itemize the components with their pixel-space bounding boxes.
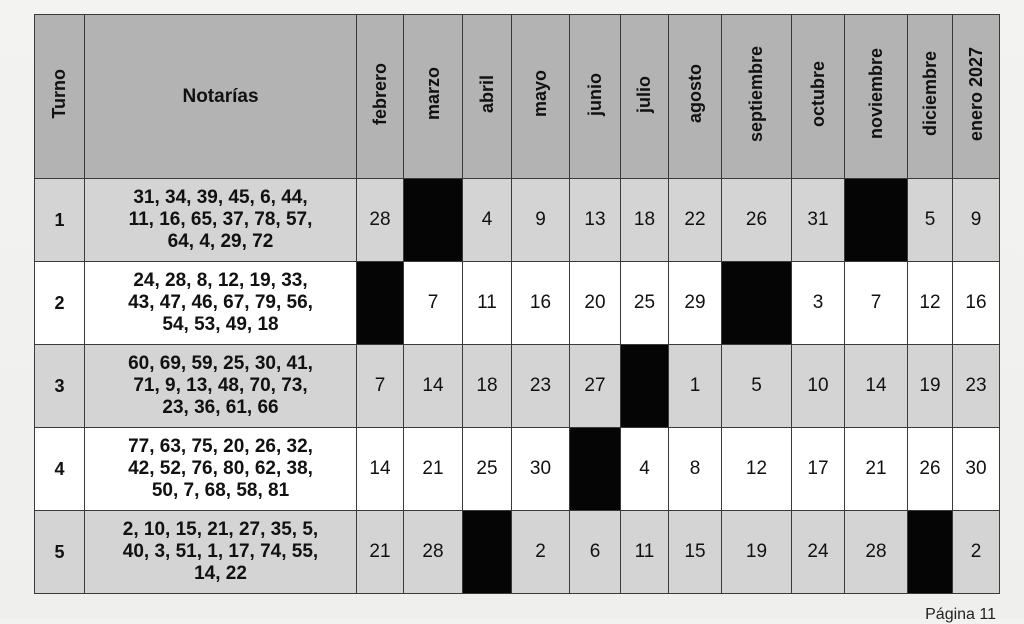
day-cell: 15: [669, 511, 722, 594]
notarias-line: 43, 47, 46, 67, 79, 56,: [128, 292, 313, 313]
day-cell: 23: [953, 345, 1000, 428]
day-cell: 28: [404, 511, 463, 594]
notarias-line: 54, 53, 49, 18: [162, 314, 279, 335]
turno-cell: 2: [35, 262, 85, 345]
blocked-cell: [722, 262, 792, 345]
blocked-cell: [357, 262, 404, 345]
day-cell: 28: [845, 511, 908, 594]
header-month: marzo: [404, 15, 463, 179]
day-cell: 26: [908, 428, 953, 511]
header-month: noviembre: [845, 15, 908, 179]
blocked-cell: [404, 179, 463, 262]
day-cell: 30: [512, 428, 570, 511]
day-cell: 4: [463, 179, 512, 262]
notarias-cell: [85, 428, 357, 511]
turno-cell: 1: [35, 179, 85, 262]
notarias-cell: [85, 179, 357, 262]
header-month: julio: [621, 15, 669, 179]
notarias-line: 60, 69, 59, 25, 30, 41,: [128, 353, 313, 374]
day-cell: 14: [357, 428, 404, 511]
day-cell: 21: [357, 511, 404, 594]
day-cell: 18: [621, 179, 669, 262]
notarias-line: 23, 36, 61, 66: [162, 397, 279, 418]
header-month: junio: [570, 15, 621, 179]
table-row: [35, 262, 1000, 345]
day-cell: 7: [404, 262, 463, 345]
notarias-line: 50, 7, 68, 58, 81: [151, 480, 290, 501]
day-cell: 13: [570, 179, 621, 262]
day-cell: 29: [669, 262, 722, 345]
header-month: mayo: [512, 15, 570, 179]
day-cell: 17: [792, 428, 845, 511]
table-row: [35, 179, 1000, 262]
day-cell: 16: [953, 262, 1000, 345]
day-cell: 30: [953, 428, 1000, 511]
day-cell: 7: [845, 262, 908, 345]
day-cell: 5: [908, 179, 953, 262]
day-cell: 1: [669, 345, 722, 428]
table-row: [35, 428, 1000, 511]
blocked-cell: [908, 511, 953, 594]
header-month: abril: [463, 15, 512, 179]
day-cell: 9: [512, 179, 570, 262]
header-month: enero 2027: [953, 15, 1000, 179]
day-cell: 12: [722, 428, 792, 511]
day-cell: 19: [908, 345, 953, 428]
header-month: diciembre: [908, 15, 953, 179]
header-month: agosto: [669, 15, 722, 179]
table-row: [35, 511, 1000, 594]
day-cell: 7: [357, 345, 404, 428]
day-cell: 2: [953, 511, 1000, 594]
day-cell: 2: [512, 511, 570, 594]
turno-cell: 3: [35, 345, 85, 428]
notarias-cell: [85, 262, 357, 345]
day-cell: 14: [404, 345, 463, 428]
blocked-cell: [570, 428, 621, 511]
day-cell: 11: [463, 262, 512, 345]
day-cell: 21: [845, 428, 908, 511]
blocked-cell: [621, 345, 669, 428]
schedule-body: [35, 179, 1000, 594]
notarias-cell: [85, 345, 357, 428]
day-cell: 26: [722, 179, 792, 262]
day-cell: 22: [669, 179, 722, 262]
day-cell: 14: [845, 345, 908, 428]
notary-schedule-table: [34, 14, 1000, 594]
notarias-cell: [85, 511, 357, 594]
day-cell: 5: [722, 345, 792, 428]
notarias-line: 11, 16, 65, 37, 78, 57,: [128, 209, 313, 230]
day-cell: 8: [669, 428, 722, 511]
notarias-line: 71, 9, 13, 48, 70, 73,: [133, 375, 308, 396]
day-cell: 31: [792, 179, 845, 262]
table-row: [35, 345, 1000, 428]
header-notarias: Notarías: [85, 15, 357, 179]
blocked-cell: [463, 511, 512, 594]
notarias-line: 42, 52, 76, 80, 62, 38,: [128, 458, 313, 479]
day-cell: 23: [512, 345, 570, 428]
day-cell: 24: [792, 511, 845, 594]
day-cell: 11: [621, 511, 669, 594]
header-turno: Turno: [35, 15, 85, 179]
day-cell: 21: [404, 428, 463, 511]
day-cell: 6: [570, 511, 621, 594]
header-month: septiembre: [722, 15, 792, 179]
day-cell: 27: [570, 345, 621, 428]
notarias-line: 64, 4, 29, 72: [167, 231, 274, 252]
turno-cell: 5: [35, 511, 85, 594]
notarias-line: 40, 3, 51, 1, 17, 74, 55,: [122, 541, 319, 562]
day-cell: 20: [570, 262, 621, 345]
day-cell: 19: [722, 511, 792, 594]
header-month: febrero: [357, 15, 404, 179]
day-cell: 12: [908, 262, 953, 345]
day-cell: 9: [953, 179, 1000, 262]
header-row: [35, 15, 1000, 179]
day-cell: 28: [357, 179, 404, 262]
day-cell: 16: [512, 262, 570, 345]
notarias-line: 14, 22: [194, 563, 247, 584]
notarias-line: 77, 63, 75, 20, 26, 32,: [128, 436, 313, 457]
notarias-line: 2, 10, 15, 21, 27, 35, 5,: [122, 519, 319, 540]
page-number: Página 11: [925, 606, 996, 623]
day-cell: 25: [463, 428, 512, 511]
day-cell: 25: [621, 262, 669, 345]
day-cell: 3: [792, 262, 845, 345]
notarias-line: 31, 34, 39, 45, 6, 44,: [133, 187, 308, 208]
blocked-cell: [845, 179, 908, 262]
day-cell: 10: [792, 345, 845, 428]
day-cell: 4: [621, 428, 669, 511]
notarias-line: 24, 28, 8, 12, 19, 33,: [133, 270, 308, 291]
day-cell: 18: [463, 345, 512, 428]
turno-cell: 4: [35, 428, 85, 511]
header-month: octubre: [792, 15, 845, 179]
